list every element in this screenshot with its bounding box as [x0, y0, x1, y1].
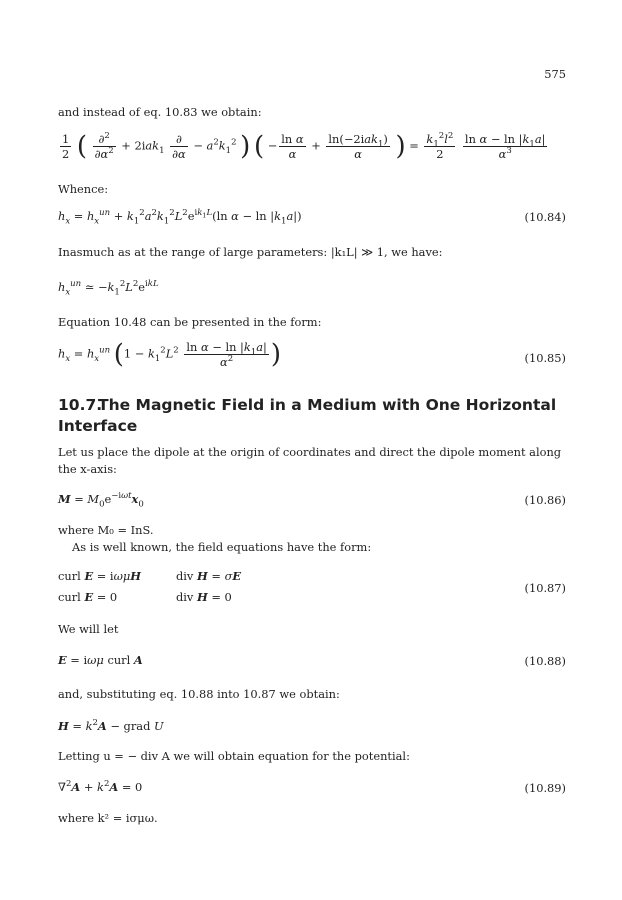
- as-known-text: As is well known, the field equations have the form:: [72, 540, 372, 554]
- equation-10-85: $h_x = h_x^{un}$ ($1 - k_1^2L^2$ $\frac{\ln \alpha - \ln |k_1a|}{\alpha^2}$ ): [58, 339, 282, 370]
- section-heading: [58, 395, 578, 437]
- intro-text: and instead of eq. 10.83 we obtain:: [58, 105, 262, 119]
- equation-10-84: $h_x = h_x^{un} + k_1^2a^2k_1^2L^2e^{ik_1L}(\ln$ $\alpha - \ln |k_1a|$): [58, 208, 302, 227]
- inasmuch-text: Inasmuch as at the range of large parameters: |k₁L| ≫ 1, we have:: [58, 245, 443, 259]
- equation-number-10-85: (10.85): [524, 351, 566, 365]
- equation-number-10-89: (10.89): [524, 781, 566, 795]
- equation-operator: $\frac{1}{2}$ ( $\frac{\partial^2}{\partial\alpha^2}$ + 2iak$_1$ $\frac{\partial}{\partial\alpha}$ − $a^2k_1^2$ ) ( − $\frac{\text{ln α}}{\alpha}$ + $\frac{\ln(-2iak_1)}{\alpha}$ ) = $\frac{k_1^2l^2}{2}$ $\frac{\ln \alpha - \ln |k_1a|}{\alpha^3}$: [62, 131, 546, 162]
- where-k2-text: where k² = iσμω.: [58, 811, 158, 825]
- fraction-half: $\frac{1}{2}$: [62, 132, 70, 161]
- we-let-text: We will let: [58, 622, 119, 636]
- equation-10-89: $\nabla^2A + k^2A = 0$: [58, 779, 143, 794]
- section-title: The Magnetic Field in a Medium with One Horizontal Interface: [58, 396, 557, 435]
- section-number: 10.7.: [58, 396, 103, 414]
- where-m0-text: where M₀ = InS.: [58, 523, 154, 537]
- equation-approx: $h_x^{un}$ ≃ $-k_1^2L^2e^{ikL}$: [58, 279, 159, 298]
- equation-h-field: $H = k^2A$ − grad U: [58, 718, 164, 733]
- equation-number-10-84: (10.84): [524, 210, 566, 224]
- equation-10-88: E = iωμ curl A: [58, 653, 143, 667]
- equation-number-10-87: (10.87): [524, 581, 566, 595]
- equation-10-87: curl E = iωμH curl E = 0 div H = σE div H = 0: [58, 569, 242, 604]
- substituting-text: and, substituting eq. 10.88 into 10.87 we obtain:: [58, 687, 340, 701]
- equation-10-86: $M = M_0e^{-i\omega t}x_0$: [58, 491, 144, 510]
- whence-text: Whence:: [58, 182, 109, 196]
- dipole-paragraph: Let us place the dipole at the origin of coordinates and direct the dipole moment along the x-axis:: [58, 445, 562, 476]
- equation-number-10-88: (10.88): [524, 654, 566, 668]
- page-number: 575: [544, 67, 566, 81]
- equation-number-10-86: (10.86): [524, 493, 566, 507]
- letting-text: Letting u = − div A we will obtain equation for the potential:: [58, 749, 410, 763]
- eq1048-text: Equation 10.48 can be presented in the form:: [58, 315, 322, 329]
